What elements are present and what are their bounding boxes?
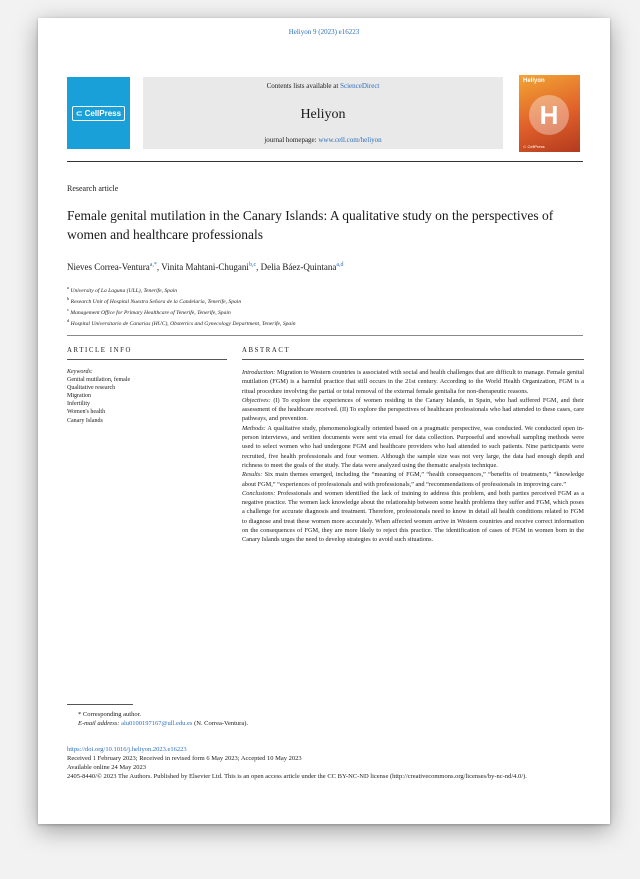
journal-name: Heliyon [300, 107, 346, 122]
contents-line [143, 82, 503, 90]
header-separator [67, 335, 583, 336]
abstract-paragraph [242, 470, 584, 489]
footnote-rule [67, 704, 133, 705]
cover-h-icon: H [529, 95, 569, 135]
cellpress-label: CellPress [84, 108, 122, 118]
corresponding-author-note: * Corresponding author. [78, 711, 142, 718]
affiliation-list [67, 284, 296, 329]
sciencedirect-link[interactable]: ScienceDirect [340, 82, 380, 90]
author-affiliation-mark[interactable]: a,d [336, 262, 344, 268]
article-title: Female genital mutilation in the Canary Islands: A qualitative study on the perspectives of women and healthcare professionals [67, 208, 554, 242]
affiliation-mark: d [67, 318, 70, 324]
affiliation-item [67, 284, 296, 295]
journal-banner [143, 77, 503, 149]
contents-prefix: Contents lists available at [266, 82, 341, 90]
abstract-section-text: Six main themes emerged, including the “meaning of FGM,” “health consequences,” “benefits of treatments,” “knowledge about FGM,” “experiences of professionals and with professionals,” and “recommendations of professionals in improving care.” [242, 471, 584, 488]
keyword-item: Qualitative research [67, 385, 116, 392]
author-list: Nieves Correa-Ventura$^{a,*}$, Vinita Mahtani-Chugani$^{b,c}$, Delia Báez-Quintana$^{a,d}$ [67, 262, 344, 272]
abstract-section-text: (I) To explore the experiences of women residing in the Canary Islands, in Spain, who had suffered FGM, and their assessment of the healthcare received. (II) To explore the perspectives of healthcare professionals who had attended to these cases, care pathways, and prevention. [242, 396, 584, 423]
author-name: Vinita Mahtani-Chugani [161, 262, 249, 272]
author-name: Delia Báez-Quintana [260, 262, 337, 272]
email-line [78, 719, 248, 728]
abstract-section-text: Professionals and women identified the lack of training to address this problem, and both parties perceived FGM as a negative practice. The women lack knowledge about the relationship between some health problems they suffer and FGM, which poses a challenge for accurate diagnosis and treatment. Therefore, professionals need to know in detail all health conditions related to FGM to diagnose and treat these women more accurately. When affected women arrive in Western countries and receive correct information on the consequences of FGM, they are more likely to reject this practice. The identification of cases of FGM in women born in the Canary Islands urges the need to develop strategies to avoid such situations. [242, 489, 584, 544]
author-affiliation-mark[interactable]: a,* [149, 262, 157, 268]
affiliation-item [67, 295, 296, 306]
abstract-section-label: Objectives: [242, 396, 271, 404]
abstract-section-label: Methods: [242, 424, 266, 432]
footnotes [78, 710, 248, 728]
masthead [67, 75, 583, 151]
received-dates: Received 1 February 2023; Received in revised form 6 May 2023; Accepted 10 May 2023 [67, 755, 302, 762]
abstract-paragraph [242, 489, 584, 545]
homepage-prefix: journal homepage: [264, 136, 319, 144]
masthead-rule [67, 161, 583, 162]
publication-meta [67, 745, 583, 781]
abstract-section-label: Introduction: [242, 369, 276, 376]
keyword-item: Migration [67, 393, 91, 400]
license-text: 2405-8440/© 2023 The Authors. Published by Elsevier Ltd. This is an open access article under the CC BY-NC-ND license (http://creativecommons.org/licenses/by-nc-nd/4.0/). [67, 773, 527, 780]
affiliation-mark: b [67, 296, 70, 302]
affiliation-item [67, 317, 296, 328]
cover-title: Heliyon [523, 78, 545, 84]
journal-cover-image[interactable] [519, 75, 580, 152]
keywords-label: Keywords: [67, 369, 93, 375]
available-online: Available online 24 May 2023 [67, 764, 146, 771]
keyword-item: Genital mutilation, female [67, 377, 131, 384]
keyword-item: Infertility [67, 401, 90, 408]
affiliation-text: Research Unit of Hospital Nuestra Señora de la Candelaria, Tenerife, Spain [70, 299, 242, 306]
email-label: E-mail address: [78, 720, 122, 727]
email-link[interactable]: alu0100197167@ull.edu.es [121, 720, 193, 727]
journal-reference[interactable]: Heliyon 9 (2023) e16223 [288, 28, 360, 36]
cellpress-badge [72, 106, 125, 121]
affiliation-text: Hospital Universitario de Canarias (HUC), Obstetrics and Gynecology Department, Tenerife, Spain [70, 321, 296, 328]
article-info-rule [67, 359, 227, 360]
keyword-item: Women's health [67, 409, 106, 416]
abstract-section-label: Results: [242, 471, 263, 479]
article-page [38, 18, 610, 824]
abstract-paragraph [242, 368, 584, 396]
abstract-rule [242, 359, 584, 360]
cellpress-logo[interactable] [67, 77, 130, 149]
author-name: Nieves Correa-Ventura [67, 262, 150, 272]
author-affiliation-mark[interactable]: b,c [248, 262, 257, 268]
abstract-paragraph [242, 424, 584, 470]
journal-homepage [143, 136, 503, 144]
keyword-item: Canary Islands [67, 417, 103, 424]
email-suffix: (N. Correa-Ventura). [192, 720, 249, 727]
cover-cellpress-mark: ⊂ CellPress [523, 144, 545, 149]
abstract-body [242, 368, 584, 545]
article-type: Research article [67, 184, 119, 193]
abstract-section-text: Migration to Western countries is associated with social and health challenges that are difficult to manage. Female genital mutilation (FGM) is a harmful practice that still occurs in the 21st century. According to the World Health Organization, FGM is a ritual procedure involving the partial or total removal of the external female genitalia for non-therapeutic reasons. [242, 369, 584, 395]
affiliation-item [67, 306, 296, 317]
abstract-paragraph [242, 396, 584, 424]
abstract-section-text: A qualitative study, phenomenologically oriented based on a pragmatic perspective, was conducted. We conducted open in-person interviews, and written documents were sent via email for data collection. Purposeful and snowball sampling methods were used to select women who had undergone FGM and healthcare providers who had attended to such patients. Nine participants were recruited, five health professionals and four women. Although the sample size was not very large, the data had enough depth and richness to meet the goals of the study. The data were analyzed using the thematic analysis technique. [242, 424, 584, 469]
affiliation-text: Management Office for Primary Healthcare of Tenerife, Tenerife, Spain [70, 310, 231, 317]
affiliation-text: University of La Laguna (ULL), Tenerife, Spain [70, 287, 178, 294]
abstract-heading: ABSTRACT [242, 347, 291, 354]
affiliation-mark: c [67, 307, 69, 313]
affiliation-mark: a [67, 285, 69, 290]
cellpress-mark-icon: ⊂ [75, 108, 83, 118]
abstract-section-label: Conclusions: [242, 489, 276, 497]
keywords-block [67, 368, 130, 425]
doi-link[interactable]: https://doi.org/10.1016/j.heliyon.2023.e16223 [67, 746, 187, 753]
homepage-link[interactable]: www.cell.com/heliyon [318, 136, 382, 144]
article-info-heading: ARTICLE INFO [67, 347, 133, 354]
